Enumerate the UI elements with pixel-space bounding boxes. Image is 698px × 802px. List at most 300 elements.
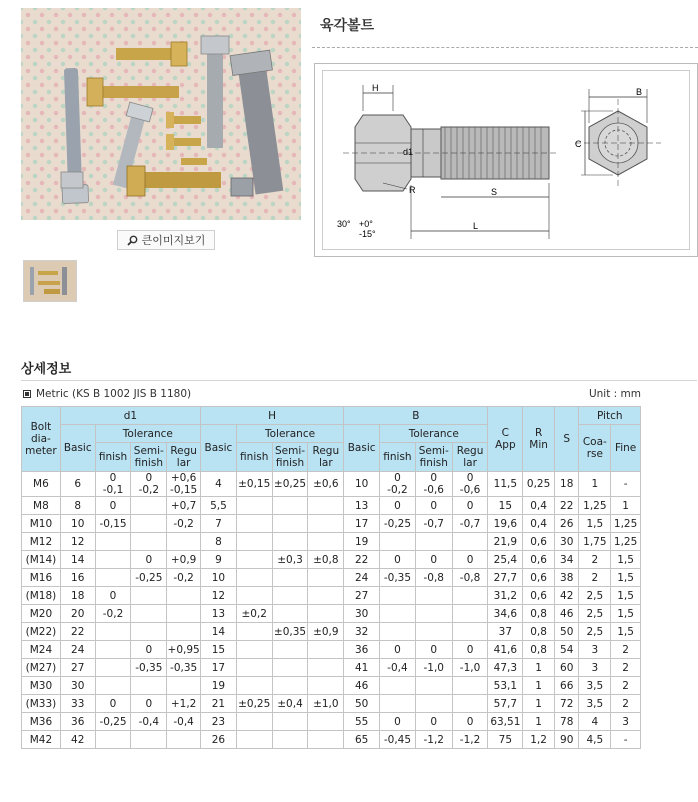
table-cell: [308, 731, 344, 749]
table-cell: [272, 677, 308, 695]
table-cell: 72: [554, 695, 579, 713]
table-cell: 10: [201, 569, 237, 587]
table-cell: 0,6: [523, 533, 555, 551]
table-cell: [131, 605, 167, 623]
header-fine: Fine: [611, 425, 641, 472]
bolt-size-cell: M16: [22, 569, 61, 587]
table-cell: [452, 695, 488, 713]
table-cell: -0,2: [167, 515, 201, 533]
table-cell: 46: [344, 677, 380, 695]
table-cell: 23: [201, 713, 237, 731]
table-cell: 7: [201, 515, 237, 533]
table-cell: 50: [554, 623, 579, 641]
table-cell: -0,4: [167, 713, 201, 731]
table-cell: [380, 623, 416, 641]
table-cell: 1,2: [523, 731, 555, 749]
table-cell: 38: [554, 569, 579, 587]
table-cell: 34,6: [488, 605, 523, 623]
bolt-size-cell: M6: [22, 472, 61, 497]
table-cell: -0,2: [167, 569, 201, 587]
table-cell: [380, 695, 416, 713]
label-B: B: [636, 87, 643, 97]
header-d1-semi-finish: Semi- finish: [131, 443, 167, 472]
table-cell: [415, 677, 452, 695]
table-cell: 14: [60, 551, 95, 569]
table-cell: 65: [344, 731, 380, 749]
bolt-size-cell: M36: [22, 713, 61, 731]
table-cell: 0: [415, 713, 452, 731]
header-S: S: [554, 407, 579, 472]
table-cell: 63,51: [488, 713, 523, 731]
table-cell: [272, 497, 308, 515]
table-cell: [167, 677, 201, 695]
table-cell: ±0,4: [272, 695, 308, 713]
table-cell: 0: [131, 641, 167, 659]
header-H-basic: Basic: [201, 425, 237, 472]
table-row: [22, 533, 641, 551]
table-cell: 32: [344, 623, 380, 641]
table-cell: [236, 713, 272, 731]
table-cell: [308, 533, 344, 551]
table-cell: 0,4: [523, 515, 555, 533]
table-cell: 47,3: [488, 659, 523, 677]
header-C: C App: [488, 407, 523, 472]
table-cell: 24: [60, 641, 95, 659]
table-cell: 6: [60, 472, 95, 497]
table-cell: ±0,35: [272, 623, 308, 641]
table-cell: 5,5: [201, 497, 237, 515]
table-cell: 60: [554, 659, 579, 677]
table-cell: 57,7: [488, 695, 523, 713]
title-divider: [312, 47, 698, 48]
table-cell: 22: [344, 551, 380, 569]
table-cell: [308, 713, 344, 731]
table-cell: -1,2: [452, 731, 488, 749]
bolt-size-cell: (M33): [22, 695, 61, 713]
table-row: [22, 587, 641, 605]
header-B-regular: Regu lar: [452, 443, 488, 472]
table-cell: [95, 641, 131, 659]
table-cell: [236, 587, 272, 605]
table-cell: 2: [579, 569, 611, 587]
table-cell: 22: [60, 623, 95, 641]
table-cell: [308, 677, 344, 695]
table-cell: -1,0: [415, 659, 452, 677]
table-cell: 0: [95, 695, 131, 713]
table-row: [22, 497, 641, 515]
table-cell: [415, 695, 452, 713]
table-row: [22, 641, 641, 659]
table-cell: 53,1: [488, 677, 523, 695]
table-cell: 4: [201, 472, 237, 497]
table-cell: [95, 677, 131, 695]
bolt-size-cell: M24: [22, 641, 61, 659]
table-cell: 8: [60, 497, 95, 515]
table-cell: 9: [201, 551, 237, 569]
table-cell: [415, 533, 452, 551]
product-title: 육각볼트: [320, 18, 375, 34]
table-cell: [452, 605, 488, 623]
header-H-regular: Regu lar: [308, 443, 344, 472]
table-cell: 3: [579, 641, 611, 659]
table-cell: [308, 515, 344, 533]
table-row: [22, 623, 641, 641]
header-B: B: [344, 407, 488, 425]
table-cell: [167, 731, 201, 749]
header-d1-regular: Regu lar: [167, 443, 201, 472]
table-cell: [308, 569, 344, 587]
table-cell: 1: [611, 497, 641, 515]
table-cell: [380, 677, 416, 695]
header-bolt-diameter: Bolt dia- meter: [22, 407, 61, 472]
table-cell: 18: [60, 587, 95, 605]
table-cell: 2,5: [579, 605, 611, 623]
table-cell: 8: [201, 533, 237, 551]
table-cell: [95, 623, 131, 641]
bolts-illustration: [21, 8, 301, 220]
table-cell: +1,2: [167, 695, 201, 713]
table-row: [22, 713, 641, 731]
table-cell: 3: [611, 713, 641, 731]
table-cell: 42: [60, 731, 95, 749]
table-row: [22, 659, 641, 677]
table-cell: 1,25: [611, 515, 641, 533]
table-cell: 2: [611, 641, 641, 659]
table-cell: 0: [380, 713, 416, 731]
table-cell: -0,4: [131, 713, 167, 731]
table-cell: [236, 515, 272, 533]
table-cell: [236, 497, 272, 515]
table-cell: 24: [344, 569, 380, 587]
table-cell: -1,0: [452, 659, 488, 677]
table-cell: [272, 533, 308, 551]
table-row: [22, 551, 641, 569]
label-H: H: [372, 83, 379, 93]
table-cell: [308, 605, 344, 623]
table-cell: ±0,6: [308, 472, 344, 497]
table-cell: 3,5: [579, 695, 611, 713]
table-cell: +0,9: [167, 551, 201, 569]
table-cell: -0,7: [415, 515, 452, 533]
table-cell: [308, 587, 344, 605]
table-cell: 41: [344, 659, 380, 677]
table-cell: +0,6 -0,15: [167, 472, 201, 497]
table-row: [22, 731, 641, 749]
table-cell: 21,9: [488, 533, 523, 551]
product-photo[interactable]: [21, 8, 301, 220]
table-cell: [236, 731, 272, 749]
table-cell: 55: [344, 713, 380, 731]
bolt-dimension-diagram: [323, 71, 689, 249]
table-row: [22, 515, 641, 533]
table-cell: 10: [60, 515, 95, 533]
table-cell: [272, 587, 308, 605]
table-cell: 2,5: [579, 623, 611, 641]
table-cell: 1,5: [611, 587, 641, 605]
table-cell: [415, 587, 452, 605]
table-cell: 0: [131, 551, 167, 569]
table-cell: -0,35: [167, 659, 201, 677]
header-H-semi-finish: Semi- finish: [272, 443, 308, 472]
table-cell: 26: [554, 515, 579, 533]
table-cell: ±0,3: [272, 551, 308, 569]
spec-table-body: [22, 472, 641, 749]
table-cell: 0: [131, 695, 167, 713]
table-cell: -0,8: [452, 569, 488, 587]
table-cell: -0,4: [380, 659, 416, 677]
label-L: L: [473, 221, 479, 231]
table-cell: -0,25: [380, 515, 416, 533]
table-cell: 0,25: [523, 472, 555, 497]
header-B-tolerance: Tolerance: [380, 425, 488, 443]
table-cell: [272, 641, 308, 659]
table-cell: 22: [554, 497, 579, 515]
table-cell: 0,6: [523, 551, 555, 569]
table-row: [22, 605, 641, 623]
header-H-finish: finish: [236, 443, 272, 472]
label-C: C: [575, 139, 582, 149]
table-cell: 1,5: [611, 605, 641, 623]
table-cell: 27,7: [488, 569, 523, 587]
table-cell: -0,15: [95, 515, 131, 533]
table-cell: 46: [554, 605, 579, 623]
section-divider: [21, 380, 697, 381]
table-cell: 2: [579, 551, 611, 569]
table-cell: 0: [380, 551, 416, 569]
table-cell: 1,75: [579, 533, 611, 551]
table-cell: 0: [452, 551, 488, 569]
table-cell: 0,8: [523, 641, 555, 659]
table-cell: 33: [60, 695, 95, 713]
header-d1: d1: [60, 407, 200, 425]
bolt-size-cell: (M18): [22, 587, 61, 605]
header-H: H: [201, 407, 344, 425]
table-cell: 1,5: [611, 551, 641, 569]
table-row: [22, 569, 641, 587]
thumbnail-bolts-icon: [24, 261, 76, 301]
table-cell: 16: [60, 569, 95, 587]
section-title: 상세정보: [21, 362, 72, 377]
table-cell: [131, 587, 167, 605]
table-cell: ±0,25: [236, 695, 272, 713]
table-cell: 21: [201, 695, 237, 713]
table-cell: -0,25: [95, 713, 131, 731]
label-angle: 30°: [337, 219, 351, 229]
table-cell: -0,8: [415, 569, 452, 587]
table-cell: ±1,0: [308, 695, 344, 713]
table-cell: 3,5: [579, 677, 611, 695]
table-cell: 19,6: [488, 515, 523, 533]
label-tol-minus: -15°: [359, 229, 376, 239]
table-cell: 78: [554, 713, 579, 731]
zoom-image-button[interactable]: [117, 230, 215, 250]
table-cell: 4,5: [579, 731, 611, 749]
table-cell: +0,95: [167, 641, 201, 659]
table-row: [22, 695, 641, 713]
table-cell: 14: [201, 623, 237, 641]
table-cell: 27: [60, 659, 95, 677]
table-cell: [95, 551, 131, 569]
header-H-tolerance: Tolerance: [236, 425, 343, 443]
table-cell: 90: [554, 731, 579, 749]
table-cell: 1: [523, 695, 555, 713]
table-cell: [452, 533, 488, 551]
table-cell: [308, 497, 344, 515]
table-cell: 17: [201, 659, 237, 677]
table-cell: [95, 533, 131, 551]
table-cell: 1: [523, 713, 555, 731]
table-cell: ±0,25: [272, 472, 308, 497]
table-cell: ±0,15: [236, 472, 272, 497]
table-cell: [272, 731, 308, 749]
table-row: [22, 472, 641, 497]
table-cell: 27: [344, 587, 380, 605]
table-cell: 3: [579, 659, 611, 677]
table-cell: 0 -0,2: [131, 472, 167, 497]
bolt-size-cell: M10: [22, 515, 61, 533]
table-cell: 15: [488, 497, 523, 515]
table-cell: -0,45: [380, 731, 416, 749]
bolt-size-cell: (M14): [22, 551, 61, 569]
table-cell: 36: [60, 713, 95, 731]
table-cell: 10: [344, 472, 380, 497]
label-tol-plus: +0°: [359, 219, 373, 229]
table-cell: 4: [579, 713, 611, 731]
table-cell: [167, 587, 201, 605]
standard-label: [23, 388, 191, 400]
table-cell: 0: [415, 641, 452, 659]
spec-table: [21, 406, 641, 749]
table-cell: -0,35: [380, 569, 416, 587]
table-cell: 0: [415, 551, 452, 569]
table-cell: 2,5: [579, 587, 611, 605]
bolt-size-cell: M42: [22, 731, 61, 749]
table-cell: 13: [201, 605, 237, 623]
table-cell: [131, 533, 167, 551]
table-cell: [236, 659, 272, 677]
table-cell: 1: [579, 472, 611, 497]
table-cell: 50: [344, 695, 380, 713]
table-cell: 12: [201, 587, 237, 605]
table-cell: -: [611, 472, 641, 497]
header-B-semi-finish: Semi- finish: [415, 443, 452, 472]
table-cell: 0,8: [523, 623, 555, 641]
table-cell: [272, 659, 308, 677]
table-cell: 12: [60, 533, 95, 551]
table-cell: 26: [201, 731, 237, 749]
table-cell: [236, 677, 272, 695]
table-cell: [452, 677, 488, 695]
table-cell: 41,6: [488, 641, 523, 659]
table-cell: 37: [488, 623, 523, 641]
table-cell: 13: [344, 497, 380, 515]
label-S: S: [491, 187, 498, 197]
bolt-size-cell: M8: [22, 497, 61, 515]
table-cell: 1,25: [611, 533, 641, 551]
table-cell: [272, 605, 308, 623]
header-coarse: Coa- rse: [579, 425, 611, 472]
header-d1-finish: finish: [95, 443, 131, 472]
unit-label: Unit : mm: [588, 388, 641, 400]
table-cell: 11,5: [488, 472, 523, 497]
table-cell: [452, 587, 488, 605]
label-d1: d1: [403, 147, 414, 157]
bolt-size-cell: (M22): [22, 623, 61, 641]
table-cell: 17: [344, 515, 380, 533]
header-R: R Min: [523, 407, 555, 472]
table-cell: 34: [554, 551, 579, 569]
table-cell: 0: [452, 497, 488, 515]
table-cell: 1,25: [579, 497, 611, 515]
table-cell: 31,2: [488, 587, 523, 605]
table-cell: 0 -0,1: [95, 472, 131, 497]
table-cell: 66: [554, 677, 579, 695]
table-cell: 1,5: [611, 569, 641, 587]
table-cell: 0: [380, 497, 416, 515]
bolt-size-cell: M20: [22, 605, 61, 623]
table-cell: [380, 533, 416, 551]
thumbnail-image[interactable]: [23, 260, 77, 302]
table-cell: 0,4: [523, 497, 555, 515]
table-cell: 15: [201, 641, 237, 659]
table-cell: 1: [523, 659, 555, 677]
table-cell: 20: [60, 605, 95, 623]
table-cell: [236, 551, 272, 569]
table-cell: [131, 731, 167, 749]
table-cell: 54: [554, 641, 579, 659]
table-cell: 0 -0,2: [380, 472, 416, 497]
table-cell: +0,7: [167, 497, 201, 515]
standard-text: Metric (KS B 1002 JIS B 1180): [36, 388, 192, 400]
table-cell: 2: [611, 659, 641, 677]
table-cell: [131, 623, 167, 641]
table-cell: [131, 497, 167, 515]
table-cell: 0: [95, 497, 131, 515]
table-cell: -1,2: [415, 731, 452, 749]
table-row: [22, 677, 641, 695]
table-cell: -0,35: [131, 659, 167, 677]
table-cell: ±0,8: [308, 551, 344, 569]
technical-drawing: [314, 63, 698, 257]
table-cell: 0: [452, 713, 488, 731]
table-cell: ±0,2: [236, 605, 272, 623]
table-cell: [236, 641, 272, 659]
table-cell: 30: [344, 605, 380, 623]
table-cell: [380, 587, 416, 605]
table-cell: 18: [554, 472, 579, 497]
table-cell: 36: [344, 641, 380, 659]
table-cell: [95, 731, 131, 749]
table-cell: [236, 569, 272, 587]
table-cell: [236, 533, 272, 551]
table-cell: 25,4: [488, 551, 523, 569]
table-cell: [308, 641, 344, 659]
table-cell: [415, 623, 452, 641]
table-cell: 0 -0,6: [452, 472, 488, 497]
table-cell: 30: [60, 677, 95, 695]
table-cell: 0: [415, 497, 452, 515]
square-bullet-icon: [23, 390, 31, 398]
table-cell: 0 -0,6: [415, 472, 452, 497]
table-cell: 2: [611, 695, 641, 713]
bolt-size-cell: M30: [22, 677, 61, 695]
table-cell: 0,6: [523, 587, 555, 605]
table-cell: [95, 569, 131, 587]
table-cell: -0,25: [131, 569, 167, 587]
header-d1-tolerance: Tolerance: [95, 425, 200, 443]
table-cell: 0,6: [523, 569, 555, 587]
table-cell: 0: [380, 641, 416, 659]
